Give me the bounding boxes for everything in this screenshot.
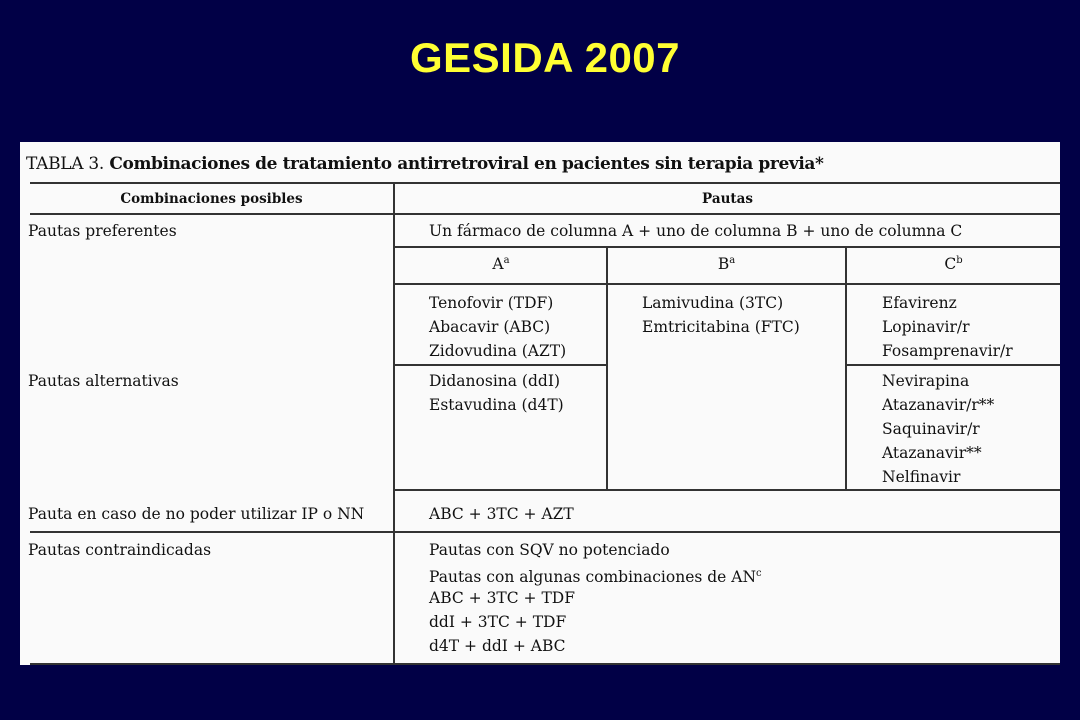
rule-a-b-divider xyxy=(606,246,608,489)
column-b-letter: B xyxy=(717,255,730,273)
list-item: Didanosina (ddI) xyxy=(429,372,560,390)
list-item: Efavirenz xyxy=(882,294,957,312)
list-item: Saquinavir/r xyxy=(882,420,980,438)
label-alternativas: Pautas alternativas xyxy=(28,372,179,390)
table-caption-text: Combinaciones de tratamiento antirretroviral en pacientes sin terapia previa* xyxy=(109,154,824,174)
list-item: Abacavir (ABC) xyxy=(429,318,551,336)
label-no-ip-nn: Pauta en caso de no poder utilizar IP o NN xyxy=(28,505,365,523)
rule-contra-top xyxy=(30,531,1060,533)
list-item: Nelfinavir xyxy=(882,468,961,486)
list-item: Atazanavir/r** xyxy=(882,396,995,414)
list-item: Zidovudina (AZT) xyxy=(429,342,567,360)
text-preferentes: Un fármaco de columna A + uno de columna B + uno de columna C xyxy=(429,222,963,240)
column-a-letter: A xyxy=(492,255,504,273)
column-c-sup: b xyxy=(956,255,963,266)
preferred-c-list xyxy=(882,291,1013,363)
label-contraindicadas: Pautas contraindicadas xyxy=(28,541,212,559)
list-item xyxy=(429,562,762,586)
rule-col-c-split xyxy=(846,364,1060,366)
list-item: ABC + 3TC + TDF xyxy=(429,589,575,607)
list-item: Tenofovir (TDF) xyxy=(429,294,554,312)
footnote-sup: c xyxy=(756,568,762,579)
column-a-sup: a xyxy=(503,255,510,266)
list-item: Atazanavir** xyxy=(882,444,982,462)
list-item: Pautas con SQV no potenciado xyxy=(429,541,670,559)
rule-top xyxy=(30,182,1060,184)
label-preferentes: Pautas preferentes xyxy=(28,222,177,240)
list-item: Lamivudina (3TC) xyxy=(642,294,784,312)
slide-title: GESIDA 2007 xyxy=(409,34,681,81)
header-pautas: Pautas xyxy=(702,191,753,207)
alternative-a-list xyxy=(429,369,564,417)
rule-col-a-split xyxy=(395,364,607,366)
preferred-b-list xyxy=(642,291,800,339)
list-item: Lopinavir/r xyxy=(882,318,970,336)
preferred-a-list xyxy=(429,291,566,363)
rule-abc-top xyxy=(395,489,1060,491)
list-item: Nevirapina xyxy=(882,372,970,390)
contraindicated-list xyxy=(429,538,762,658)
column-b-header xyxy=(608,255,845,273)
text-no-ip-nn: ABC + 3TC + AZT xyxy=(429,505,574,523)
header-combinaciones: Combinaciones posibles xyxy=(120,191,303,207)
table-document xyxy=(20,142,1060,665)
rule-header-bottom xyxy=(30,213,1060,215)
table-caption-label: TABLA 3. xyxy=(26,154,104,174)
list-item-text: Pautas con algunas combinaciones de AN xyxy=(429,568,757,586)
list-item: Estavudina (d4T) xyxy=(429,396,564,414)
rule-preferred-text-bottom xyxy=(395,246,1060,248)
alternative-c-list xyxy=(882,369,994,489)
list-item: Emtricitabina (FTC) xyxy=(642,318,800,336)
list-item: Fosamprenavir/r xyxy=(882,342,1013,360)
list-item: ddI + 3TC + TDF xyxy=(429,613,567,631)
column-c-header xyxy=(847,255,1060,273)
table-caption xyxy=(26,154,824,174)
column-b-sup: a xyxy=(729,255,736,266)
rule-bottom xyxy=(30,663,1060,665)
rule-column-header-bottom xyxy=(395,283,1060,285)
column-c-letter: C xyxy=(944,255,957,273)
rule-b-c-divider xyxy=(845,246,847,489)
column-a-header xyxy=(395,255,607,273)
list-item: d4T + ddI + ABC xyxy=(429,637,566,655)
